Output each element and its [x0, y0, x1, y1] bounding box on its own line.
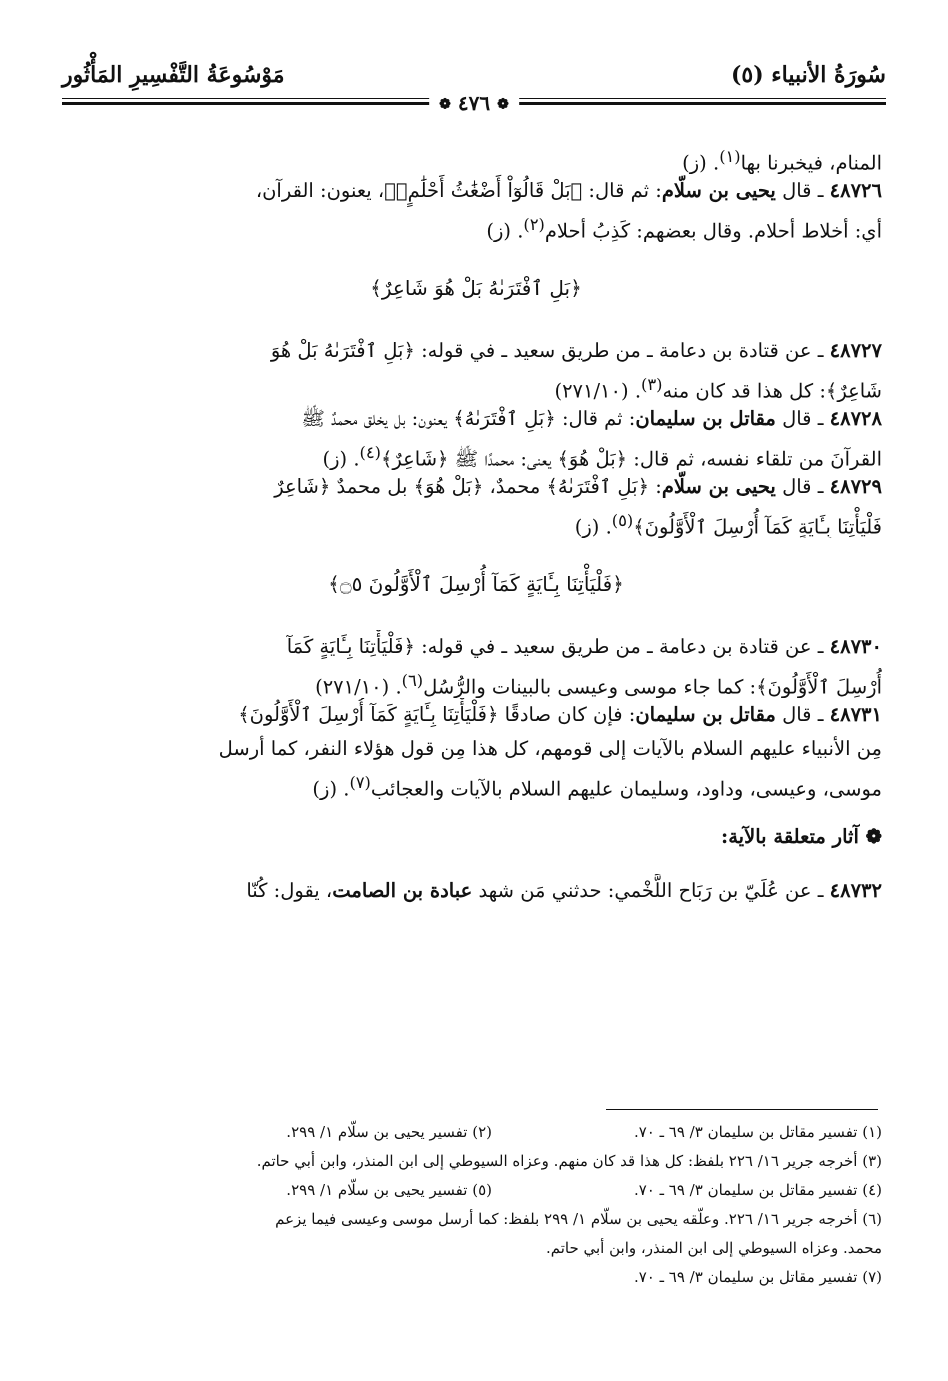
narrator-name: مقاتل بن سليمان [635, 703, 776, 726]
page-number [429, 91, 519, 115]
quran-quote: ﴿بَلِ ٱفْتَرَىٰهُ﴾ [453, 407, 556, 430]
footnote-7: (٧) تفسير مقاتل بن سليمان ٣/ ٦٩ ـ ٧٠. [633, 1268, 882, 1286]
narration-number: ٤٨٧٣٠ [829, 635, 882, 658]
narration-48727: ٤٨٧٢٧ ـ عن قتادة بن دعامة ـ من طريق سعيد ـ في قوله: ﴿بَلِ ٱفْتَرَىٰهُ بَلْ هُوَ [270, 339, 882, 362]
paragraph-line: أي: أخلاط أحلام. وقال بعضهم: كَذِبُ أحلام$^{(٢)}$. (ز) [486, 215, 882, 242]
footnote-ref: (٤) [359, 443, 381, 462]
verse-heading: ﴿بَلِ ٱفْتَرَىٰهُ بَلْ هُوَ شَاعِرٌ﴾ [370, 276, 582, 300]
ornament-icon: ❁ [497, 96, 509, 113]
footnote-3: (٣) أخرجه جرير ١٦/ ٢٢٦ بلفظ: كل هذا قد كان منهم. وعزاه السيوطي إلى ابن المنذر، وابن أبي حاتم. [256, 1152, 882, 1170]
narrator-name: يحيى بن سلّام [661, 179, 776, 202]
narration-48729: ٤٨٧٢٩ ـ قال يحيى بن سلّام: ﴿بَلِ ٱفْتَرَىٰهُ﴾ محمدٌ، ﴿بَلْ هُوَ﴾ بل محمدٌ ﴿شَاعِرٌ [274, 475, 882, 498]
narration-48731: ٤٨٧٣١ ـ قال مقاتل بن سليمان: فإن كان صادقًا ﴿فَلْيَأْتِنَا بِـَٔايَةٍ كَمَآ أُرْسِلَ ٱلْأَوَّلُونَ﴾ [238, 703, 882, 726]
paragraph-line: موسى، وعيسى، وداود، وسليمان عليهم السلام بالآيات والعجائب$^{(٧)}$. (ز) [312, 773, 882, 800]
footnote-separator [606, 1109, 878, 1110]
narrator-name: عبادة بن الصامت [332, 879, 473, 902]
footnote-6-continued: محمد. وعزاه السيوطي إلى ابن المنذر، وابن أبي حاتم. [545, 1239, 882, 1257]
footnote-row [70, 1118, 882, 1147]
quran-quote: ﴿فَلْيَأْتِنَا بِـَٔايَةٍ كَمَآ أُرْسِلَ ٱلْأَوَّلُونَ﴾ [238, 703, 499, 726]
narrator-name: مقاتل بن سليمان [635, 407, 776, 430]
section-heading: ❁ آثار متعلقة بالآية: [721, 825, 882, 848]
footnote-ref: (١) [719, 147, 741, 166]
quran-quote: ﴿شَاعِرٌ﴾ [380, 447, 449, 470]
book-title: مَوْسُوعَةُ التَّفْسِيرِ المَأْثُور [62, 62, 285, 88]
quran-quote: ﴿شَاعِرٌ [274, 475, 331, 498]
quran-quote: ﴿بَلِ ٱفْتَرَىٰهُ﴾ [546, 475, 650, 498]
narration-number: ٤٨٧٢٨ [829, 407, 882, 430]
ornament-icon: ❁ [439, 96, 451, 113]
quran-quote: ﴿بَلْ هُوَ﴾ [557, 447, 628, 470]
footnote-row [70, 1176, 882, 1205]
narration-number: ٤٨٧٢٩ [829, 475, 882, 498]
surah-title: سُورَةُ الأنبياء (٥) [730, 62, 886, 88]
paragraph-line: القرآنَ من تلقاء نفسه، ثم قال: ﴿بَلْ هُوَ﴾ يعني: محمدًا ﷺ ﴿شَاعِرٌ﴾$^{(٤)}$. (ز) [322, 443, 882, 470]
verse-heading: ﴿فَلْيَأْتِنَا بِـَٔايَةٍ كَمَآ أُرْسِلَ ٱلْأَوَّلُونَ ۝٥﴾ [328, 572, 624, 596]
narration-number: ٤٨٧٢٦ [829, 179, 882, 202]
narration-number: ٤٨٧٣١ [829, 703, 882, 726]
paragraph-line: أُرْسِلَ ٱلْأَوَّلُونَ﴾: كما جاء موسى وعيسى بالبينات والرُّسُل$^{(٦)}$. (٢٧١/١٠) [315, 671, 882, 698]
paragraph-line: المنام، فيخبرنا بها$^{(١)}$. (ز) [682, 147, 882, 174]
footnote-ref: (٦) [401, 671, 424, 690]
quran-quote: فَلْيَأْتِنَا بِـَٔايَةٍ كَمَآ أُرْسِلَ ٱلْأَوَّلُونَ﴾ [633, 515, 882, 538]
paragraph-line: شَاعِرٌ﴾: كل هذا قد كان منه$^{(٣)}$. (٢٧١/١٠) [554, 375, 882, 402]
paragraph-line: فَلْيَأْتِنَا بِـَٔايَةٍ كَمَآ أُرْسِلَ ٱلْأَوَّلُونَ﴾$^{(٥)}$. (ز) [574, 511, 882, 538]
footnote-2: (٢) تفسير يحيى بن سلّام ١/ ٢٩٩. [286, 1123, 492, 1141]
paragraph-line: مِن الأنبياء عليهم السلام بالآيات إلى قومهم، كل هذا مِن قول هؤلاء النفر، كما أرسل [218, 737, 882, 760]
footnote-ref: (٣) [641, 375, 663, 394]
quran-quote: ﴿بَلِ ٱفْتَرَىٰهُ بَلْ هُوَ [270, 339, 415, 362]
narration-48732: ٤٨٧٣٢ ـ عن عُلَيّ بن رَبَاح اللَّخْمي: حدثني مَن شهد عبادة بن الصامت، يقول: كُنّا [246, 879, 882, 902]
quran-quote: ﴿بَلْ هُوَ﴾ [413, 475, 484, 498]
footnote-4: (٤) تفسير مقاتل بن سليمان ٣/ ٦٩ ـ ٧٠. [633, 1181, 882, 1199]
footnote-5: (٥) تفسير يحيى بن سلّام ١/ ٢٩٩. [286, 1181, 492, 1199]
narration-number: ٤٨٧٢٧ [829, 339, 882, 362]
footnotes [70, 1118, 882, 1292]
footnote-ref: (٧) [349, 773, 371, 792]
narration-48728: ٤٨٧٢٨ ـ قال مقاتل بن سليمان: ثم قال: ﴿بَلِ ٱفْتَرَىٰهُ﴾ يعنون: بل يخلق محمدٌ ﷺ [301, 407, 882, 430]
page-number-text: ٤٧٦ [457, 91, 491, 115]
narration-number: ٤٨٧٣٢ [829, 879, 882, 902]
narrator-name: يحيى بن سلّام [661, 475, 776, 498]
quran-quote: ﴿فَلْيَأْتِنَا بِـَٔايَةٍ كَمَآ [286, 635, 415, 658]
footnote-ref: (٢) [523, 215, 545, 234]
quran-quote: ﴿بَلْ قَالُوٓاْ أَضْغَٰثُ أَحْلَٰمٍۭ﴾ [384, 179, 583, 202]
footnote-ref: (٥) [611, 511, 634, 530]
narration-48730: ٤٨٧٣٠ ـ عن قتادة بن دعامة ـ من طريق سعيد ـ في قوله: ﴿فَلْيَأْتِنَا بِـَٔايَةٍ كَمَآ [286, 635, 882, 658]
footnote-6: (٦) أخرجه جرير ١٦/ ٢٢٦. وعلّقه يحيى بن سلّام ١/ ٢٩٩ بلفظ: كما أرسل موسى وعيسى فيما يزعم [275, 1210, 882, 1228]
footnote-1: (١) تفسير مقاتل بن سليمان ٣/ ٦٩ ـ ٧٠. [633, 1123, 882, 1141]
page-header [62, 58, 886, 118]
narration-48726: ٤٨٧٢٦ ـ قال يحيى بن سلّام: ثم قال: ﴿بَلْ قَالُوٓاْ أَضْغَٰثُ أَحْلَٰمٍۭ﴾، يعنون: القرآن، [255, 179, 882, 202]
main-text [70, 140, 882, 908]
